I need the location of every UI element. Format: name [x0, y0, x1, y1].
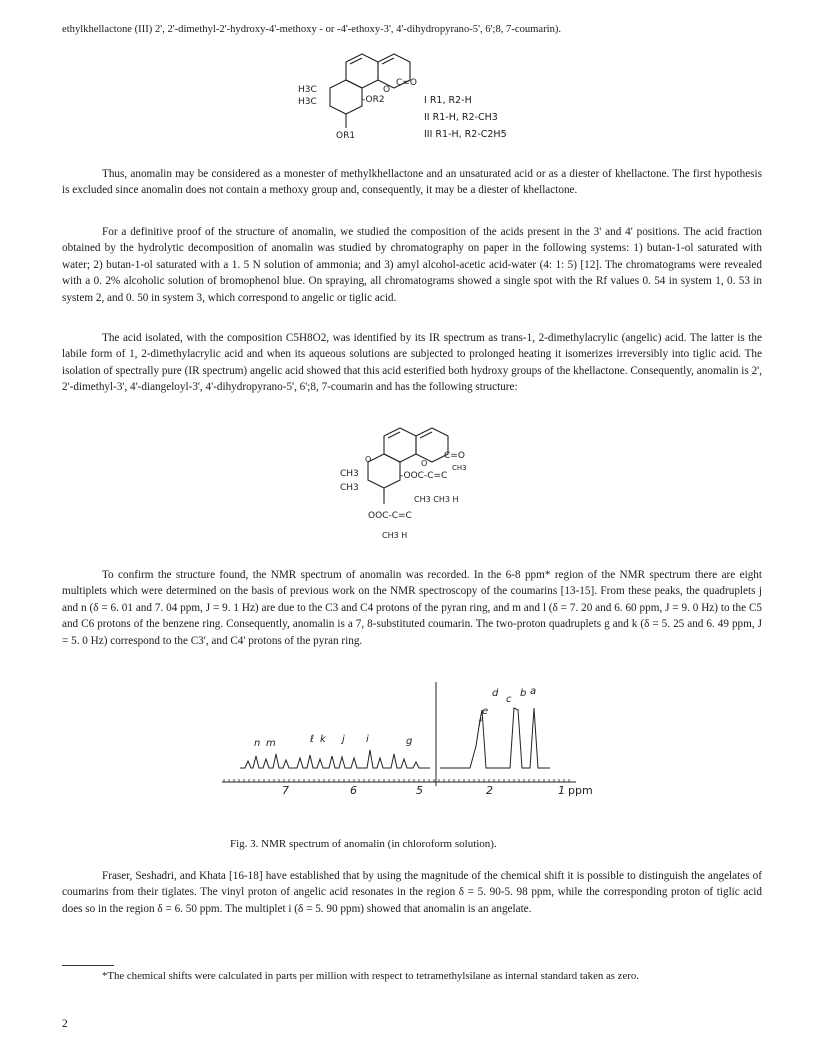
peak-label: d: [492, 688, 499, 699]
structure2-svg: [338, 418, 488, 568]
peak-label: e: [482, 706, 489, 717]
s2-pyran-oxygen: O: [365, 455, 372, 464]
s2-methyl-a: CH3: [340, 469, 359, 479]
x-tick-label: 7: [282, 784, 289, 797]
nmr-spectrum-figure: [220, 680, 600, 825]
paragraph-1: Thus, anomalin may be considered as a monester of methylkhellactone and an unsaturated acid or as a diester of khellactone. The first hypothesis is excluded since anomalin does not contain a methoxy group and, consequently, it may be a diester of khellactone.: [62, 168, 762, 197]
s2-carbonyl: C=O: [444, 451, 465, 461]
s1-carbonyl: C=O: [396, 78, 417, 88]
x-tick-label: 2: [486, 784, 493, 797]
peak-label: g: [406, 736, 413, 747]
legend-item-1: I R1, R2-H: [424, 95, 472, 106]
peak-label: a: [530, 686, 537, 697]
footnote-rule: [62, 965, 114, 966]
peak-label: m: [266, 738, 276, 749]
s1-or2: -OR2: [362, 95, 385, 105]
page-number: 2: [62, 1018, 68, 1030]
figure-caption: Fig. 3. NMR spectrum of anomalin (in chloroform solution).: [230, 838, 497, 850]
spectrum-trace-left: [240, 750, 430, 768]
footnote: *The chemical shifts were calculated in parts per million with respect to tetramethylsilane as internal standard taken as zero.: [102, 970, 639, 982]
paragraph-5: Fraser, Seshadri, and Khata [16-18] have established that by using the magnitude of the chemical shift it is possible to distinguish the angelates of coumarins from their tiglates. The vinyl proton of angelic acid resonates in the region δ = 5. 90-5. 98 ppm, while the corresponding proton of tiglic acid does so in the region δ = 6. 50 ppm. The multiplet i (δ = 5. 90 ppm) showed that anomalin is an angelate.: [62, 870, 762, 915]
s2-ester-1: -OOC-C=C: [400, 471, 448, 481]
s2-ester-2-substituents: CH3 H: [382, 531, 408, 540]
paragraph-3: The acid isolated, with the composition C5H8O2, was identified by its IR spectrum as trans-1, 2-dimethylacrylic (angelic) acid. The latter is the labile form of 1, 2-dimethylacrylic acid and when its aqueous solutions are subjected to prolonged heating it isomerizes irreversibly into tiglic acid. The isolation of spectrally pure (IR spectrum) angelic acid showed that this acid esterified both hydroxy groups of the khellactone. Consequently, anomalin is 2', 2'-dimethyl-3', 4'-diangeloyl-3', 4'-dihydropyrano-5', 6';8, 7-coumarin and has the following structure:: [62, 332, 762, 394]
s2-ring-oxygen: O: [421, 459, 428, 468]
peak-label: ℓ: [310, 734, 315, 745]
s2-ester-1-substituents: CH3 CH3 H: [414, 495, 459, 504]
nmr-spectrum-svg: [220, 680, 600, 820]
peak-label: b: [520, 688, 527, 699]
paragraph-4: To confirm the structure found, the NMR spectrum of anomalin was recorded. In the 6-8 ppm* region of the NMR spectrum there are eight multiplets which were determined on the basis of previous work on the NMR spectroscopy of the coumarins [13-15]. From these peaks, the quadruplets j and n (δ = 6. 01 and 7. 04 ppm, J = 9. 1 Hz) are due to the C3 and C4 protons of the pyran ring, and m and l (δ = 7. 20 and 6. 60 ppm, J = 9. 0 Hz) to the C5 and C6 protons of the benzene ring. Consequently, anomalin is a 7, 8-substituted coumarin. The two-proton quadruplets g and k (δ = 5. 25 and 6. 49 ppm, J = 5. 0 Hz) correspond to the C3', and C4' protons of the pyran ring.: [62, 569, 762, 647]
structure-anomalin: [338, 418, 488, 573]
s1-methyl-2: H3C: [298, 97, 317, 107]
legend-item-2: II R1-H, R2-CH3: [424, 112, 498, 123]
peak-label: k: [320, 734, 326, 745]
s1-ring-oxygen: O: [383, 85, 391, 95]
peak-label: i: [366, 734, 369, 745]
s2-ester-2: OOC-C=C: [368, 511, 412, 521]
x-tick-label: 5: [416, 784, 423, 797]
header-line: ethylkhellactone (III) 2', 2'-dimethyl-2'-hydroxy-4'-methoxy - or -4'-ethoxy-3', 4'-dihydropyrano-5', 6';8, 7-coumarin).: [62, 24, 562, 35]
structure-khellactone-derivatives: [290, 44, 420, 149]
s2-methyl-b: CH3: [340, 483, 359, 493]
peak-label: n: [254, 738, 261, 749]
peak-label: c: [506, 694, 512, 705]
x-tick-label: 6: [350, 784, 357, 797]
peak-label: f: [478, 718, 482, 729]
legend-item-3: III R1-H, R2-C2H5: [424, 129, 507, 140]
spectrum-trace-right: [440, 708, 550, 768]
structure1-legend: [424, 92, 507, 143]
x-tick-label: 1: [558, 784, 565, 797]
structure1-svg: [290, 44, 420, 144]
x-axis-label: ppm: [568, 784, 593, 797]
s1-methyl-1: H3C: [298, 85, 317, 95]
paragraph-2: For a definitive proof of the structure of anomalin, we studied the composition of the acids present in the 3' and 4' positions. The acid fraction obtained by the hydrolytic decomposition of anomalin was studied by chromatography on paper in the following systems: 1) butan-1-ol saturated with water; 2) butan-1-ol saturated with a 1. 5 N solution of ammonia; and 3) amyl alcohol-acetic acid-water (4: 1: 5) [12]. The chromatograms were revealed with a 0. 2% alcoholic solution of bromophenol blue. On spraying, all chromatograms showed a single spot with the Rf values 0. 54 in system 1, 0. 53 in system 2, and 0. 50 in system 3, which correspond to angelic or tiglic acid.: [62, 226, 762, 304]
s2-methyl-top: CH3: [452, 464, 467, 472]
peak-label: j: [342, 734, 345, 745]
s1-or1: OR1: [336, 131, 356, 141]
